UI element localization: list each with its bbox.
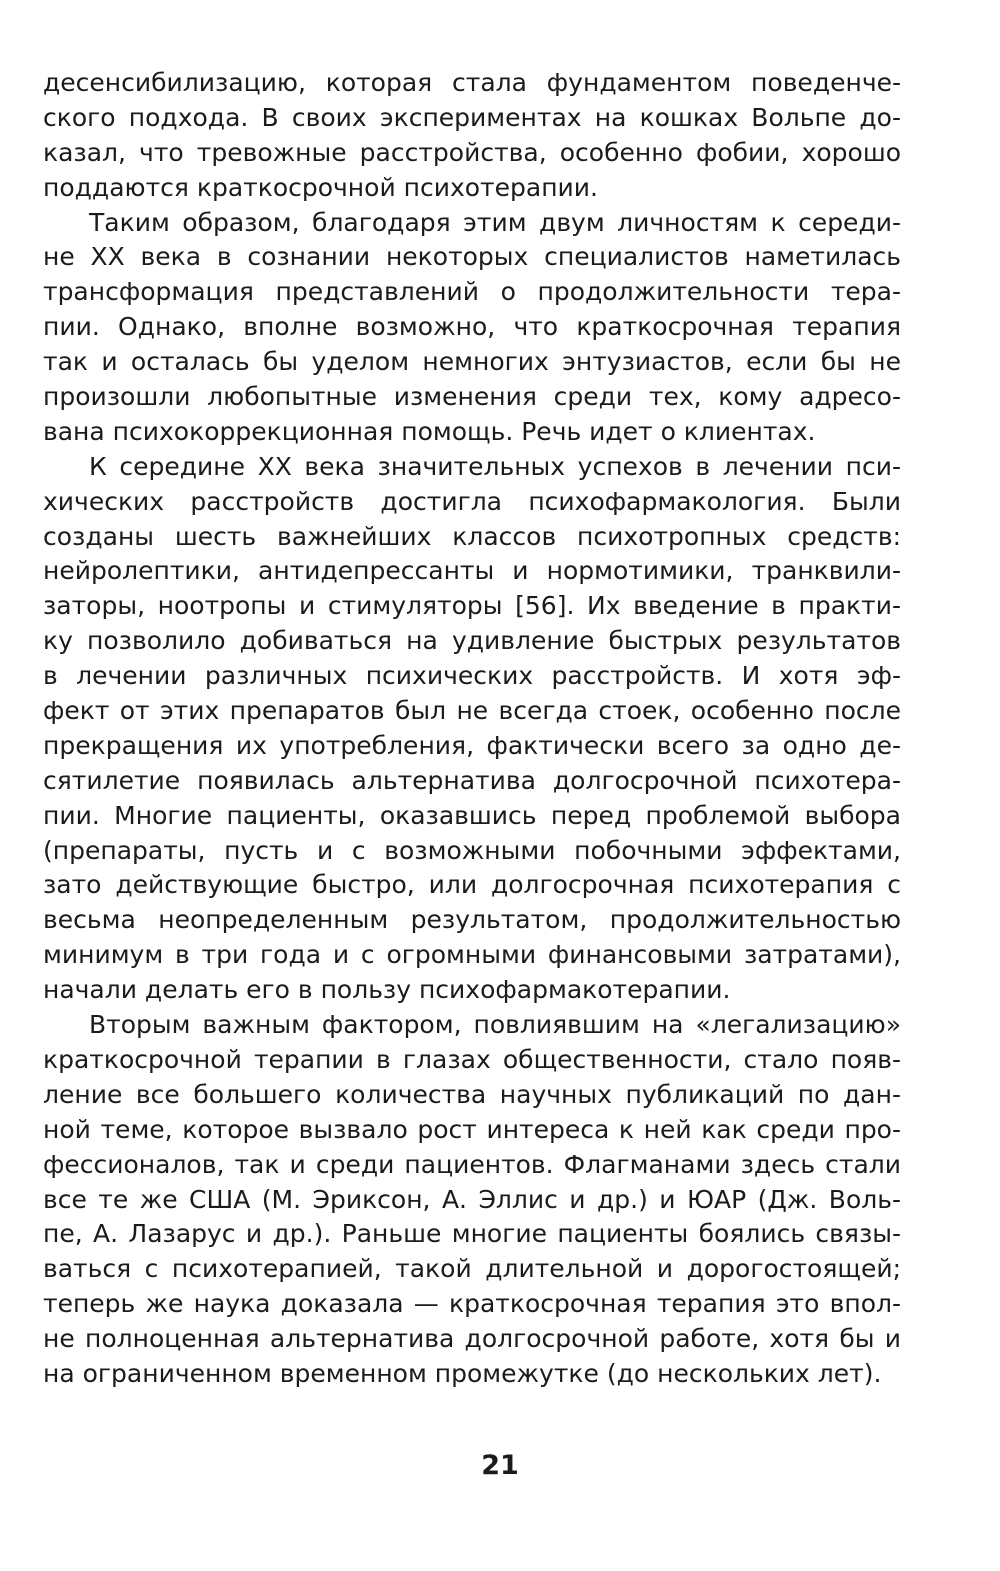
text-line: сятилетие появилась альтернатива долгосрочной психотера-: [43, 765, 901, 795]
text-line: трансформация представлений о продолжительности тера-: [43, 277, 901, 307]
paragraph: [43, 1008, 901, 1392]
text-line: заторы, ноотропы и стимуляторы [56]. Их введение в практи-: [43, 591, 901, 621]
text-line: начали делать его в пользу психофармакотерапии.: [43, 975, 731, 1005]
text-line: не полноценная альтернатива долгосрочной работе, хотя бы и: [43, 1324, 901, 1354]
text-line: пе, А. Лазарус и др.). Раньше многие пациенты боялись связы-: [43, 1219, 901, 1249]
body-text: [43, 66, 901, 1392]
text-line: так и осталась бы уделом немногих энтузиастов, если бы не: [43, 347, 901, 377]
text-line: фект от этих препаратов был не всегда стоек, особенно после: [43, 696, 901, 726]
text-line: минимум в три года и с огромными финансовыми затратами),: [43, 940, 901, 970]
text-line: пии. Однако, вполне возможно, что краткосрочная терапия: [43, 312, 901, 342]
text-line: десенсибилизацию, которая стала фундаментом поведенче-: [43, 68, 901, 97]
text-line: хических расстройств достигла психофармакология. Были: [43, 486, 901, 516]
text-line: Вторым важным фактором, повлиявшим на «легализацию»: [89, 1010, 901, 1040]
text-line: фессионалов, так и среди пациентов. Флагманами здесь стали: [43, 1149, 901, 1179]
paragraph: [43, 450, 901, 1008]
text-line: на ограниченном временном промежутке (до нескольких лет).: [43, 1358, 882, 1388]
text-line: весьма неопределенным результатом, продолжительностью: [43, 905, 901, 935]
text-line: ной теме, которое вызвало рост интереса к ней как среди про-: [43, 1114, 901, 1144]
text-line: ку позволило добиваться на удивление быстрых результатов: [43, 626, 901, 656]
text-line: краткосрочной терапии в глазах общественности, стало появ-: [43, 1044, 901, 1074]
text-line: вана психокоррекционная помощь. Речь идет о клиентах.: [43, 416, 816, 446]
text-line: К середине XX века значительных успехов в лечении пси-: [89, 451, 901, 481]
text-line: зато действующие быстро, или долгосрочная психотерапия с: [43, 870, 901, 900]
text-line: теперь же наука доказала — краткосрочная терапия это впол-: [43, 1289, 901, 1319]
text-line: ского подхода. В своих экспериментах на кошках Вольпе до-: [43, 102, 901, 132]
text-line: ваться с психотерапией, такой длительной и дорогостоящей;: [43, 1254, 901, 1284]
text-line: Таким образом, благодаря этим двум личностям к середи-: [89, 207, 901, 237]
text-line: ление все большего количества научных публикаций по дан-: [43, 1079, 901, 1109]
text-line: все те же США (М. Эриксон, А. Эллис и др.) и ЮАР (Дж. Воль-: [43, 1184, 901, 1214]
text-line: прекращения их употребления, фактически всего за одно де-: [43, 730, 901, 760]
text-line: в лечении различных психических расстройств. И хотя эф-: [43, 661, 901, 691]
text-line: (препараты, пусть и с возможными побочными эффектами,: [43, 835, 901, 865]
paragraph: [43, 206, 901, 450]
text-line: пии. Многие пациенты, оказавшись перед проблемой выбора: [43, 800, 901, 830]
text-line: созданы шесть важнейших классов психотропных средств:: [43, 521, 901, 551]
paragraph: [43, 66, 901, 206]
text-line: казал, что тревожные расстройства, особенно фобии, хорошо: [43, 137, 901, 167]
text-line: произошли любопытные изменения среди тех, кому адресо-: [43, 382, 901, 412]
text-line: поддаются краткосрочной психотерапии.: [43, 172, 598, 202]
text-line: не XX века в сознании некоторых специалистов наметилась: [43, 242, 901, 272]
text-line: нейролептики, антидепрессанты и нормотимики, транквили-: [43, 556, 901, 586]
page-number: 21: [481, 1450, 519, 1481]
